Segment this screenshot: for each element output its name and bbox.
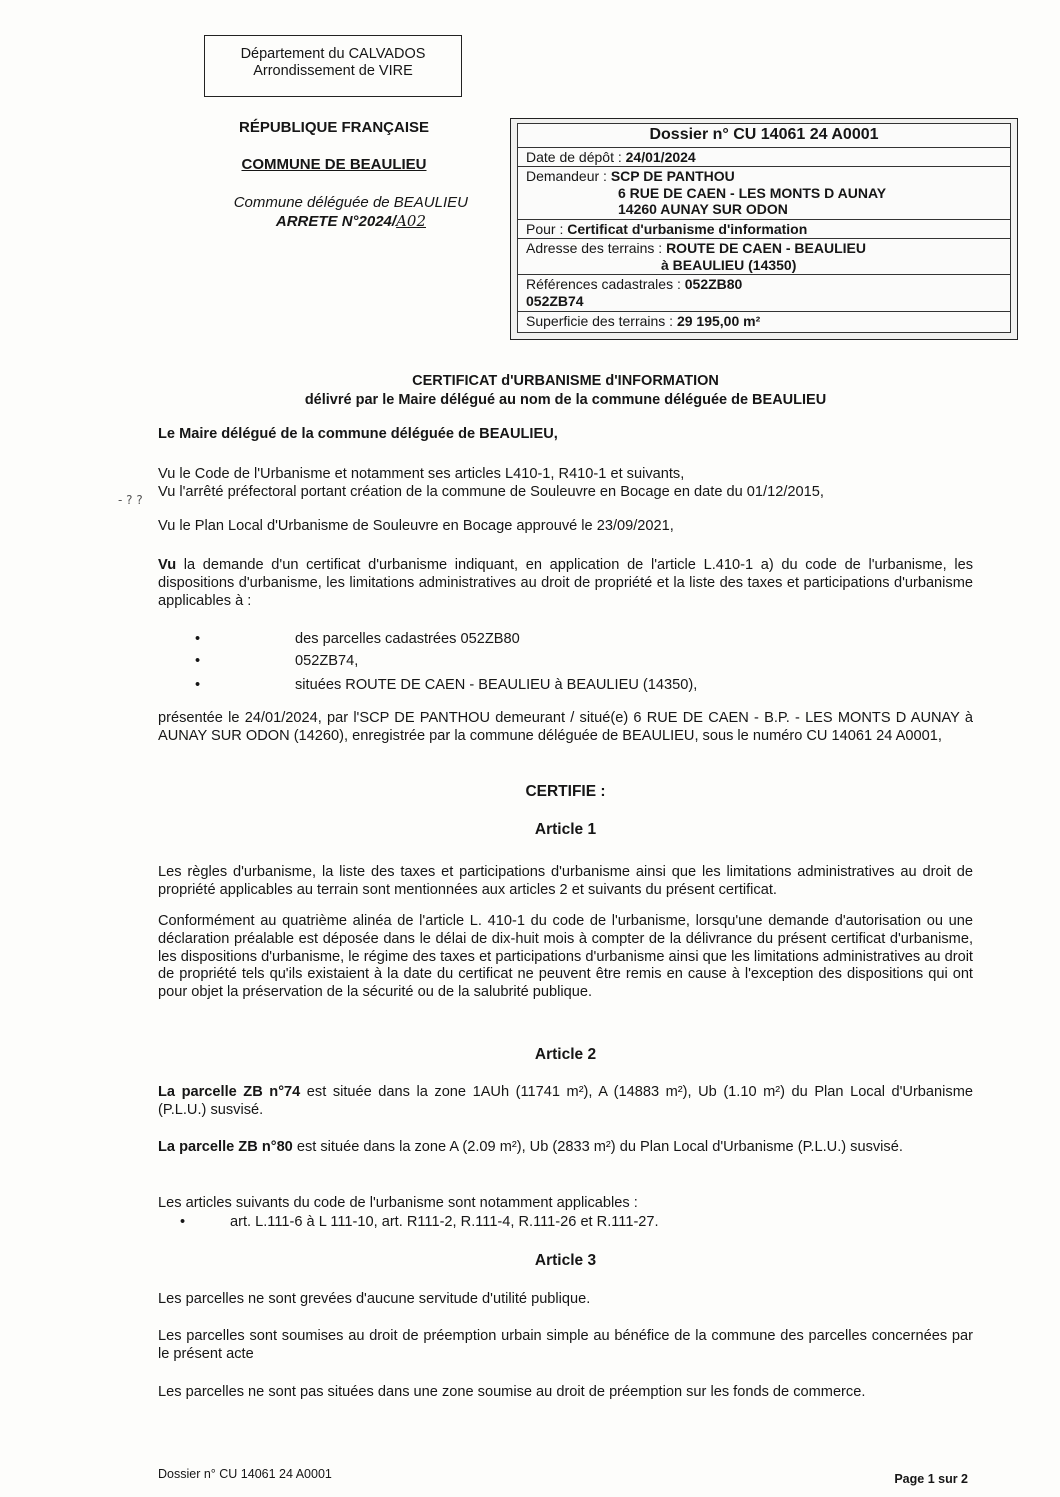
page-number: Page 1 sur 2 (894, 1472, 968, 1486)
parcel-80-text: est située dans la zone A (2.09 m²), Ub (2833 m²) du Plan Local d'Urbanisme (P.L.U.) susvisé. (292, 1139, 903, 1155)
dossier-title: Dossier n° CU 14061 24 A0001 (518, 124, 1010, 148)
article-1-para-1: Les règles d'urbanisme, la liste des taxes et participations d'urbanisme ainsi que les limitations administratives au droit de propriété applicables au terrain sont mentionnées aux articles 2 et suivants du présent certificat. (158, 864, 973, 898)
article-2-para-1 (158, 1084, 973, 1120)
parcel-74-text: est située dans la zone 1AUh (11741 m²), A (14883 m²), Ub (1.10 m²) du Plan Local d'Urbanisme (P.L.U.) susvisé. (158, 1084, 973, 1118)
superficie-value: 29 195,00 m² (676, 312, 761, 329)
margin-mark: - ? ? (118, 493, 143, 507)
article-1-para-2: Conformément au quatrième alinéa de l'article L. 410-1 du code de l'urbanisme, lorsqu'une demande d'autorisation ou une déclaration préalable est déposée dans le délai de dix-huit mois à compter de la délivrance du présent certificat d'urbanisme, les dispositions d'urbanisme, le régime des taxes et participations d'urbanisme ainsi que les limitations administratives au droit de propriété tels qu'ils existaient à la date du certificat ne peuvent être remis en cause à l'exception des dispositions qui ont pour objet la préservation de la sécurité ou de la salubrité publique. (158, 913, 973, 1001)
refs-row (518, 275, 1010, 311)
article-2-para-2 (158, 1139, 973, 1157)
vu-code: Vu le Code de l'Urbanisme et notamment ses articles L410-1, R410-1 et suivants, (158, 466, 685, 482)
demandeur-row (518, 167, 1010, 220)
arrete-label: ARRETE N°2024/ (275, 213, 397, 230)
list-item: • 052ZB74, (195, 653, 359, 669)
arrete-handwritten: A02 (396, 212, 426, 230)
demandeur-address-1: 6 RUE DE CAEN - LES MONTS D AUNAY (618, 184, 887, 201)
refs-value-1: 052ZB80 (684, 276, 743, 293)
adresse-value-2: à BEAULIEU (14350) (661, 256, 797, 273)
list-item: • art. L.111-6 à L 111-10, art. R111-2, R.111-4, R.111-26 et R.111-27. (180, 1214, 659, 1230)
refs-label: Références cadastrales : (526, 276, 685, 293)
adresse-value-1: ROUTE DE CAEN - BEAULIEU (666, 240, 866, 257)
pour-value: Certificat d'urbanisme d'information (567, 220, 808, 237)
dossier-box (510, 118, 1018, 340)
presentee-paragraph: présentée le 24/01/2024, par l'SCP DE PANTHOU demeurant / situé(e) 6 RUE DE CAEN - B.P. - LES MONTS D AUNAY à AUNAY SUR ODON (14260), enregistrée par la commune déléguée de BEAULIEU, sous le numéro CU 14061 24 A0001, (158, 710, 973, 744)
footer-dossier: Dossier n° CU 14061 24 A0001 (158, 1467, 332, 1481)
article-3-heading: Article 3 (534, 1252, 597, 1269)
vu-demande (158, 557, 973, 610)
demandeur-name: SCP DE PANTHOU (610, 168, 735, 185)
commune-heading: COMMUNE DE BEAULIEU (241, 156, 427, 173)
parcel-74-label: La parcelle ZB n°74 (158, 1084, 301, 1100)
depot-label: Date de dépôt : (526, 148, 626, 165)
department-box (204, 35, 462, 97)
parcel-item-3: situées ROUTE DE CAEN - BEAULIEU à BEAULIEU (14350), (295, 677, 698, 693)
list-item: • situées ROUTE DE CAEN - BEAULIEU à BEAULIEU (14350), (195, 677, 698, 693)
depot-row (518, 148, 1010, 168)
vu-arrete: Vu l'arrêté préfectoral portant création de la commune de Souleuvre en Bocage en date du 01/12/2015, (158, 484, 824, 500)
article-3-para-2: Les parcelles sont soumises au droit de préemption urbain simple au bénéfice de la commune des parcelles concernées par le présent acte (158, 1328, 973, 1362)
commune-deleguee: Commune déléguée de BEAULIEU (233, 194, 468, 211)
superficie-label: Superficie des terrains : (526, 312, 677, 329)
vu-plu: Vu le Plan Local d'Urbanisme de Souleuvre en Bocage approuvé le 23/09/2021, (158, 518, 674, 534)
certificate-title: CERTIFICAT d'URBANISME d'INFORMATION (412, 373, 719, 389)
article-1-heading: Article 1 (534, 821, 597, 838)
list-item: • des parcelles cadastrées 052ZB80 (195, 631, 520, 647)
arrete-number (198, 212, 426, 231)
vu-bold: Vu (158, 557, 177, 573)
arrondissement-line: Arrondissement de VIRE (253, 63, 413, 80)
parcel-list (195, 631, 895, 699)
pour-label: Pour : (526, 220, 568, 237)
vu-demande-text: la demande d'un certificat d'urbanisme indiquant, en application de l'article L.410-1 a) du code de l'urbanisme, les dispositions d'urbanisme, les limitations administratives au droit de propriété et la liste des taxes et participations d'urbanisme applicables à : (158, 557, 973, 609)
article-2-para-3: Les articles suivants du code de l'urbanisme sont notamment applicables : (158, 1195, 638, 1211)
certifie-heading: CERTIFIE : (525, 783, 606, 800)
parcel-item-2: 052ZB74, (295, 653, 359, 669)
adresse-row (518, 239, 1010, 275)
parcel-80-label: La parcelle ZB n°80 (158, 1139, 293, 1155)
depot-value: 24/01/2024 (625, 148, 696, 165)
article-2-heading: Article 2 (534, 1046, 597, 1063)
republic-heading: RÉPUBLIQUE FRANÇAISE (238, 119, 429, 136)
refs-value-2: 052ZB74 (526, 293, 584, 309)
certificate-subtitle: délivré par le Maire délégué au nom de la commune déléguée de BEAULIEU (304, 392, 827, 408)
article-2-bullet: art. L.111-6 à L 111-10, art. R111-2, R.111-4, R.111-26 et R.111-27. (230, 1214, 659, 1230)
superficie-row (518, 312, 1010, 331)
demandeur-label: Demandeur : (526, 168, 611, 185)
article-3-para-1: Les parcelles ne sont grevées d'aucune servitude d'utilité publique. (158, 1291, 591, 1307)
demandeur-address-2: 14260 AUNAY SUR ODON (618, 201, 788, 218)
adresse-label: Adresse des terrains : (526, 240, 667, 257)
maire-line: Le Maire délégué de la commune déléguée de BEAULIEU, (158, 426, 558, 442)
pour-row (518, 220, 1010, 240)
parcel-item-1: des parcelles cadastrées 052ZB80 (295, 631, 520, 647)
article-3-para-3: Les parcelles ne sont pas situées dans une zone soumise au droit de préemption sur les fonds de commerce. (158, 1384, 866, 1400)
department-line: Département du CALVADOS (240, 46, 426, 62)
